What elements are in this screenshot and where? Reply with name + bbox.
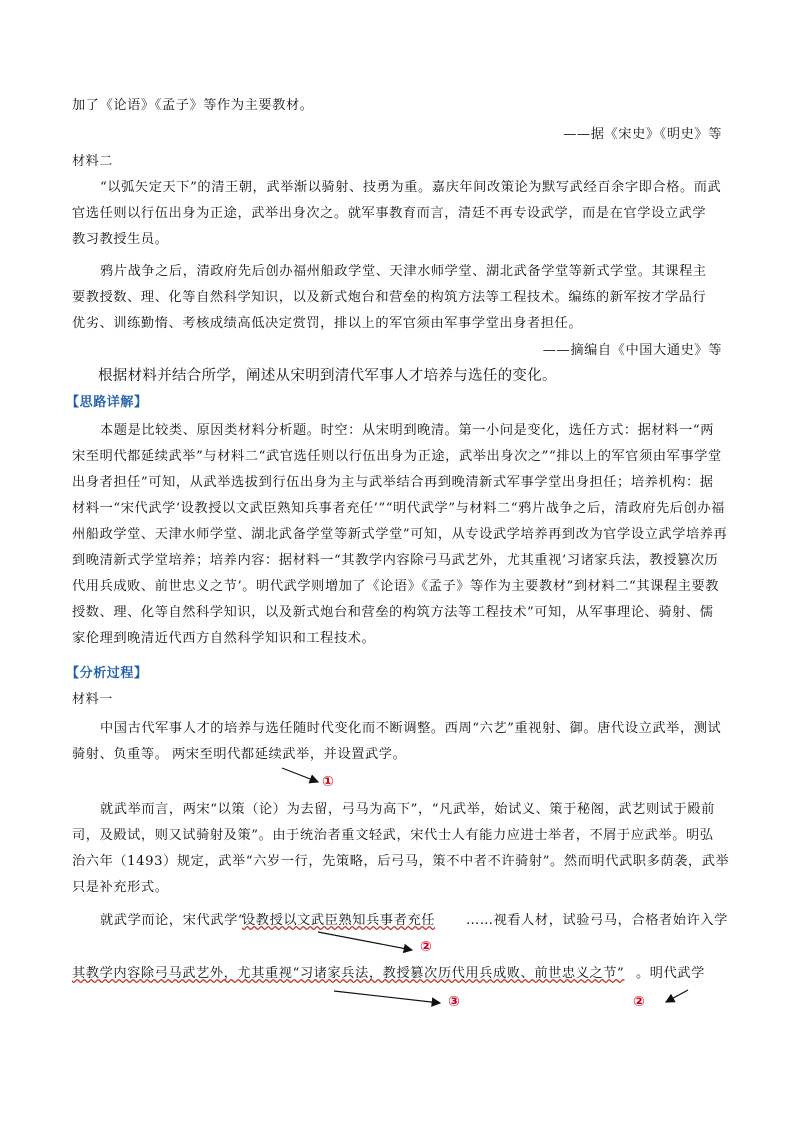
text-line: 鸦片战争之后，清政府先后创办福州船政学堂、天津水师学堂、湖北武备学堂等新式学堂。其课程主 [100,264,707,279]
annotation-mark-1: ① [322,774,334,790]
text-line: 代用兵成败、前世忠义之节’。明代武学则增加了《论语》《孟子》等作为主要教材”到材料二“其课程主要教 [72,579,720,594]
text-line: 中国古代军事人才的培养与选任随时代变化而不断调整。西周“六艺”重视射、御。唐代设立武举，测试 [100,721,722,736]
text-line: 州船政学堂、天津水师学堂、湖北武备学堂等新式学堂”可知，从专设武学培养再到改为官学设立武学培养再 [72,527,728,542]
arrow-line [334,991,440,1003]
text-line: 家伦理到晚清近代西方自然科学知识和工程技术。 [72,631,376,646]
annotation-mark-2: ② [420,939,432,955]
source-citation: ——摘编自《中国大通史》等 [542,343,722,358]
text-line: 要教授数、理、化等自然科学知识，以及新式炮台和营垒的构筑方法等工程技术。编练的新军按才学品行 [72,290,707,305]
text-line: 教习教授生员。 [72,232,169,247]
text-line: 只是补充形式。 [72,880,169,895]
text-line: ……视看人材，试验弓马，合格者始许入学 [466,913,728,928]
text-line: 本题是比较类、原因类材料分析题。时空：从宋明到晚清。第一小问是变化，选任方式：据材料一“两 [100,423,714,438]
question-prompt: 根据材料并结合所学，阐述从宋明到清代军事人才培养与选任的变化。 [98,368,557,384]
arrow-line [282,768,318,782]
annotation-mark-3: ③ [448,994,460,1010]
text-line: 优劣、训练勤惰、考核成绩高低决定赏罚，排以上的军官须由军事学堂出身者担任。 [72,316,583,331]
arrow-line [666,990,688,1002]
underlined-quote: 其教学内容除弓马武艺外，尤其重视“习诸家兵法，教授篡次历代用兵成败、前世忠义之节” [72,966,625,981]
text-line: 。明代武学 [636,966,705,981]
text-line: 到晚清新式学堂培养；培养内容：据材料一“其教学内容除弓马武艺外，尤其重视‘习诸家兵法，教授篡次历 [72,553,719,568]
section-title-material-2: 材料二 [72,154,113,169]
arrow-line [318,932,412,950]
source-citation: ——据《宋史》《明史》等 [563,127,722,142]
text-line: 治六年（1493）规定，武举“六岁一行，先策略，后弓马，策不中者不许骑射”。然而明代武职多荫袭，武举 [72,854,730,869]
text-line: 就武举而言，两宋“以策（论）为去留，弓马为高下”，“凡武举，始试义、策于秘阁，武艺则试于殿前 [100,802,715,817]
text-line: 官选任则以行伍出身为正途，武举出身次之。就军事教育而言，清廷不再专设武学，而是在官学设立武学 [72,206,707,221]
text-line: 司，及殿试，则又试骑射及策”。由于统治者重文轻武，宋代士人有能力应进士举者，不屑于应武举。明弘 [72,828,714,843]
highlighted-text: 两宋至明代都延续武举，并设置武学。 [172,747,407,762]
text-line: “以弧矢定天下”的清王朝，武举渐以骑射、技勇为重。嘉庆年间改策论为默写武经百余字即合格。而武 [100,180,722,195]
text-line: 宋至明代都延续武举”与材料二“武官选任则以行伍出身为正途，武举出身次之”“排以上的军官须由军事学堂 [72,449,722,464]
section-title-material-1: 材料一 [72,692,113,707]
heading-analysis-process: 【分析过程】 [66,666,148,681]
annotation-mark-2-secondary: ② [633,994,645,1010]
text-line: 就武学而论，宋代武学“ [100,913,246,928]
text-line: 授数、理、化等自然科学知识，以及新式炮台和营垒的构筑方法等工程技术”可知，从军事理论、骑射、儒 [72,605,714,620]
underlined-quote: 设教授以文武臣熟知兵事者充任 [242,913,436,928]
heading-approach-detail: 【思路详解】 [66,395,148,410]
text-line: 出身者担任”可知，从武举选拔到行伍出身为主与武举结合再到晚清新式军事学堂出身担任；培养机构：据 [72,475,714,490]
text-line: 骑射、负重等。 [72,747,169,762]
text-line: 加了《论语》《孟子》等作为主要教材。 [72,98,314,113]
text-line: 材料一“宋代武学‘设教授以文武臣熟知兵事者充任’”“明代武学”与材料二“鸦片战争之后，清政府先后创办福 [72,501,725,516]
